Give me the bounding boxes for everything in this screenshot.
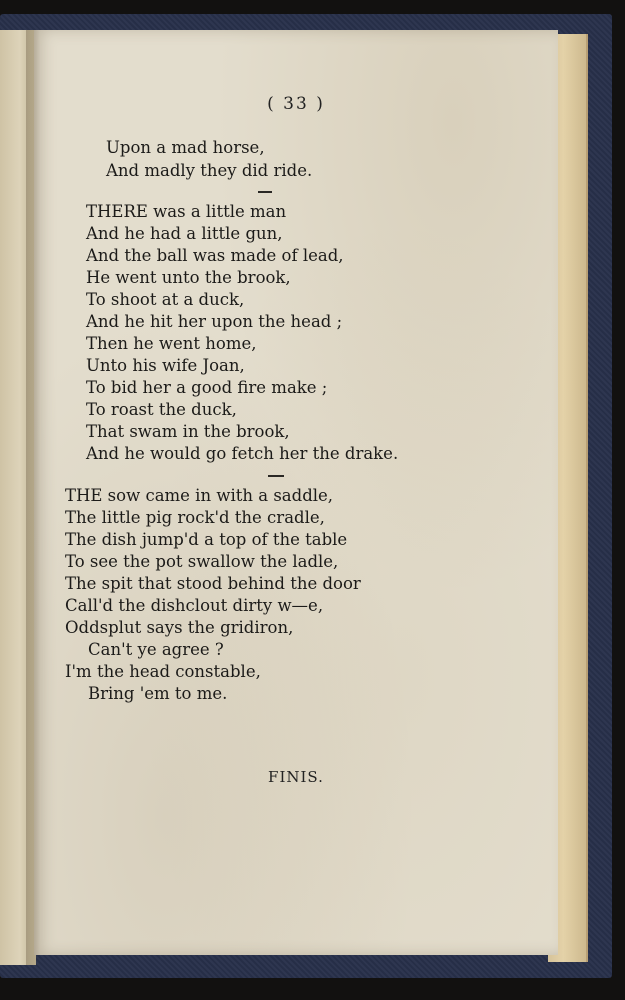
verse-line: To bid her a good fire make ; [86,378,328,397]
verse-line: Unto his wife Joan, [86,356,245,375]
verse-line: To shoot at a duck, [86,290,245,309]
section-divider [268,475,284,477]
verse-line: And madly they did ride. [106,161,313,180]
verse-line: Then he went home, [86,334,257,353]
section-divider [258,191,272,193]
verse-line: THE sow came in with a saddle, [65,486,334,505]
verse-line: To roast the duck, [86,400,237,419]
verse-line: And he hit her upon the head ; [86,312,343,331]
verse-line: Can't ye agree ? [88,640,224,659]
verse-line: THERE was a little man [86,202,287,221]
verse-line: And he would go fetch her the drake. [86,444,399,463]
verse-line: Oddsplut says the gridiron, [65,618,294,637]
page-gutter-shadow [26,30,40,965]
verse-line: Call'd the dishclout dirty w—e, [65,596,324,615]
verse-line: He went unto the brook, [86,268,291,287]
verse-line: And the ball was made of lead, [86,246,344,265]
verse-line: The dish jump'd a top of the table [65,530,348,549]
verse-line: I'm the head constable, [65,662,261,681]
verse-line: The spit that stood behind the door [65,574,361,593]
page-number: ( 33 ) [267,94,325,114]
verse-line: Upon a mad horse, [106,138,265,157]
book-page [34,30,558,955]
verse-line: And he had a little gun, [86,224,283,243]
verse-line: To see the pot swallow the ladle, [65,552,339,571]
verse-line: Bring 'em to me. [88,684,228,703]
finis-label: FINIS. [268,768,324,786]
verse-line: That swam in the brook, [86,422,290,441]
verse-line: The little pig rock'd the cradle, [65,508,325,527]
